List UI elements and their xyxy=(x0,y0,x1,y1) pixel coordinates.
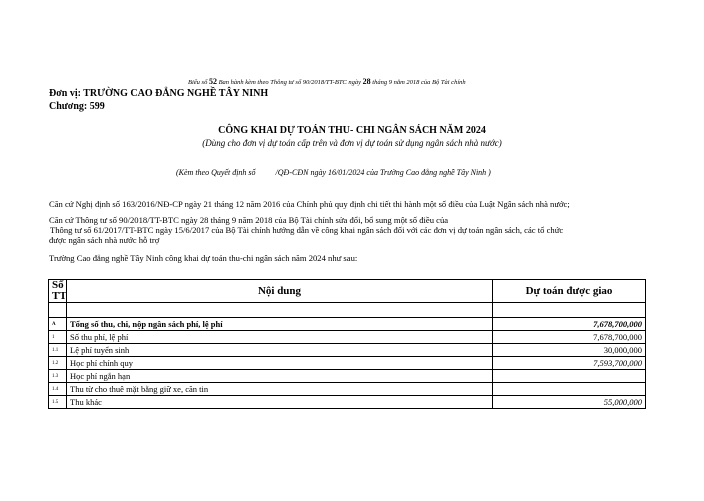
form-number: 52 xyxy=(208,77,217,86)
row-content: Thu khác xyxy=(67,396,493,409)
spacer-cell xyxy=(67,303,493,318)
row-amount: 7,593,700,000 xyxy=(493,357,646,370)
attachment-suffix: /QĐ-CĐN ngày 16/01/2024 của Trường Cao đẳng nghề Tây Ninh ) xyxy=(275,168,491,177)
row-content: Thu từ cho thuê mặt bằng giữ xe, căn tin xyxy=(67,383,493,396)
table-row xyxy=(49,331,646,344)
basis-line: được ngân sách nhà nước hỗ trợ xyxy=(49,235,160,245)
row-amount: 7,678,700,000 xyxy=(493,331,646,344)
row-amount xyxy=(493,370,646,383)
attachment-note xyxy=(176,168,491,177)
budget-table xyxy=(48,279,646,409)
table-row xyxy=(49,318,646,331)
basis-line: Căn cứ Thông tư số 90/2018/TT-BTC ngày 28 tháng 9 năm 2018 của Bộ Tài chính sửa đổi, bổ sung một số điều của xyxy=(49,215,449,225)
spacer-cell xyxy=(49,303,67,318)
form-prefix: Biểu số xyxy=(188,79,208,86)
row-content: Tổng số thu, chi, nộp ngân sách phí, lệ phí xyxy=(67,318,493,331)
row-stt: 1.5 xyxy=(49,396,67,409)
row-stt: 1.4 xyxy=(49,383,67,396)
row-content: Số thu phí, lệ phí xyxy=(67,331,493,344)
row-amount: 55,000,000 xyxy=(493,396,646,409)
form-day: 28 xyxy=(362,77,371,86)
attachment-prefix: (Kèm theo Quyết định số xyxy=(176,168,256,177)
table-row xyxy=(49,370,646,383)
basis-line: Thông tư số 61/2017/TT-BTC ngày 15/6/2017 của Bộ Tài chính hướng dẫn về công khai ngân sách đối với các đơn vị dự toán ngân sách, các tổ chức xyxy=(50,225,564,235)
table-row xyxy=(49,383,646,396)
table-spacer-row xyxy=(49,303,646,318)
row-stt: 1 xyxy=(49,331,67,344)
unit-name: Đơn vị: TRƯỜNG CAO ĐẲNG NGHỀ TÂY NINH xyxy=(49,88,269,99)
chapter-code: Chương: 599 xyxy=(49,101,105,112)
header-content: Nội dung xyxy=(67,280,493,303)
basis-line: Trường Cao đẳng nghề Tây Ninh công khai dự toán thu-chi ngân sách năm 2024 như sau: xyxy=(49,253,358,263)
row-content: Học phí ngắn hạn xyxy=(67,370,493,383)
row-stt: 1.2 xyxy=(49,357,67,370)
table-row xyxy=(49,344,646,357)
page-subtitle: (Dùng cho đơn vị dự toán cấp trên và đơn vị dự toán sử dụng ngân sách nhà nước) xyxy=(202,138,502,148)
row-stt: A xyxy=(49,318,67,331)
form-text: Ban hành kèm theo Thông tư số 90/2018/TT-BTC ngày xyxy=(218,79,362,86)
table-row xyxy=(49,396,646,409)
row-content: Học phí chính quy xyxy=(67,357,493,370)
page-title: CÔNG KHAI DỰ TOÁN THU- CHI NGÂN SÁCH NĂM 2024 xyxy=(218,125,486,136)
row-amount xyxy=(493,383,646,396)
form-reference-note xyxy=(188,77,466,86)
form-suffix: tháng 9 năm 2018 của Bộ Tài chính xyxy=(372,79,466,86)
basis-line: Căn cứ Nghị định số 163/2016/NĐ-CP ngày 21 tháng 12 năm 2016 của Chính phủ quy định chi tiết thi hành một số điều của Luật Ngân sách nhà nước; xyxy=(49,199,570,209)
row-amount: 30,000,000 xyxy=(493,344,646,357)
table-row xyxy=(49,357,646,370)
row-amount: 7,678,700,000 xyxy=(493,318,646,331)
spacer-cell xyxy=(493,303,646,318)
row-content: Lệ phí tuyển sinh xyxy=(67,344,493,357)
table-header-row xyxy=(49,280,646,303)
header-stt: Số TT xyxy=(49,280,67,303)
row-stt: 1.3 xyxy=(49,370,67,383)
header-amount: Dự toán được giao xyxy=(493,280,646,303)
row-stt: 1.1 xyxy=(49,344,67,357)
